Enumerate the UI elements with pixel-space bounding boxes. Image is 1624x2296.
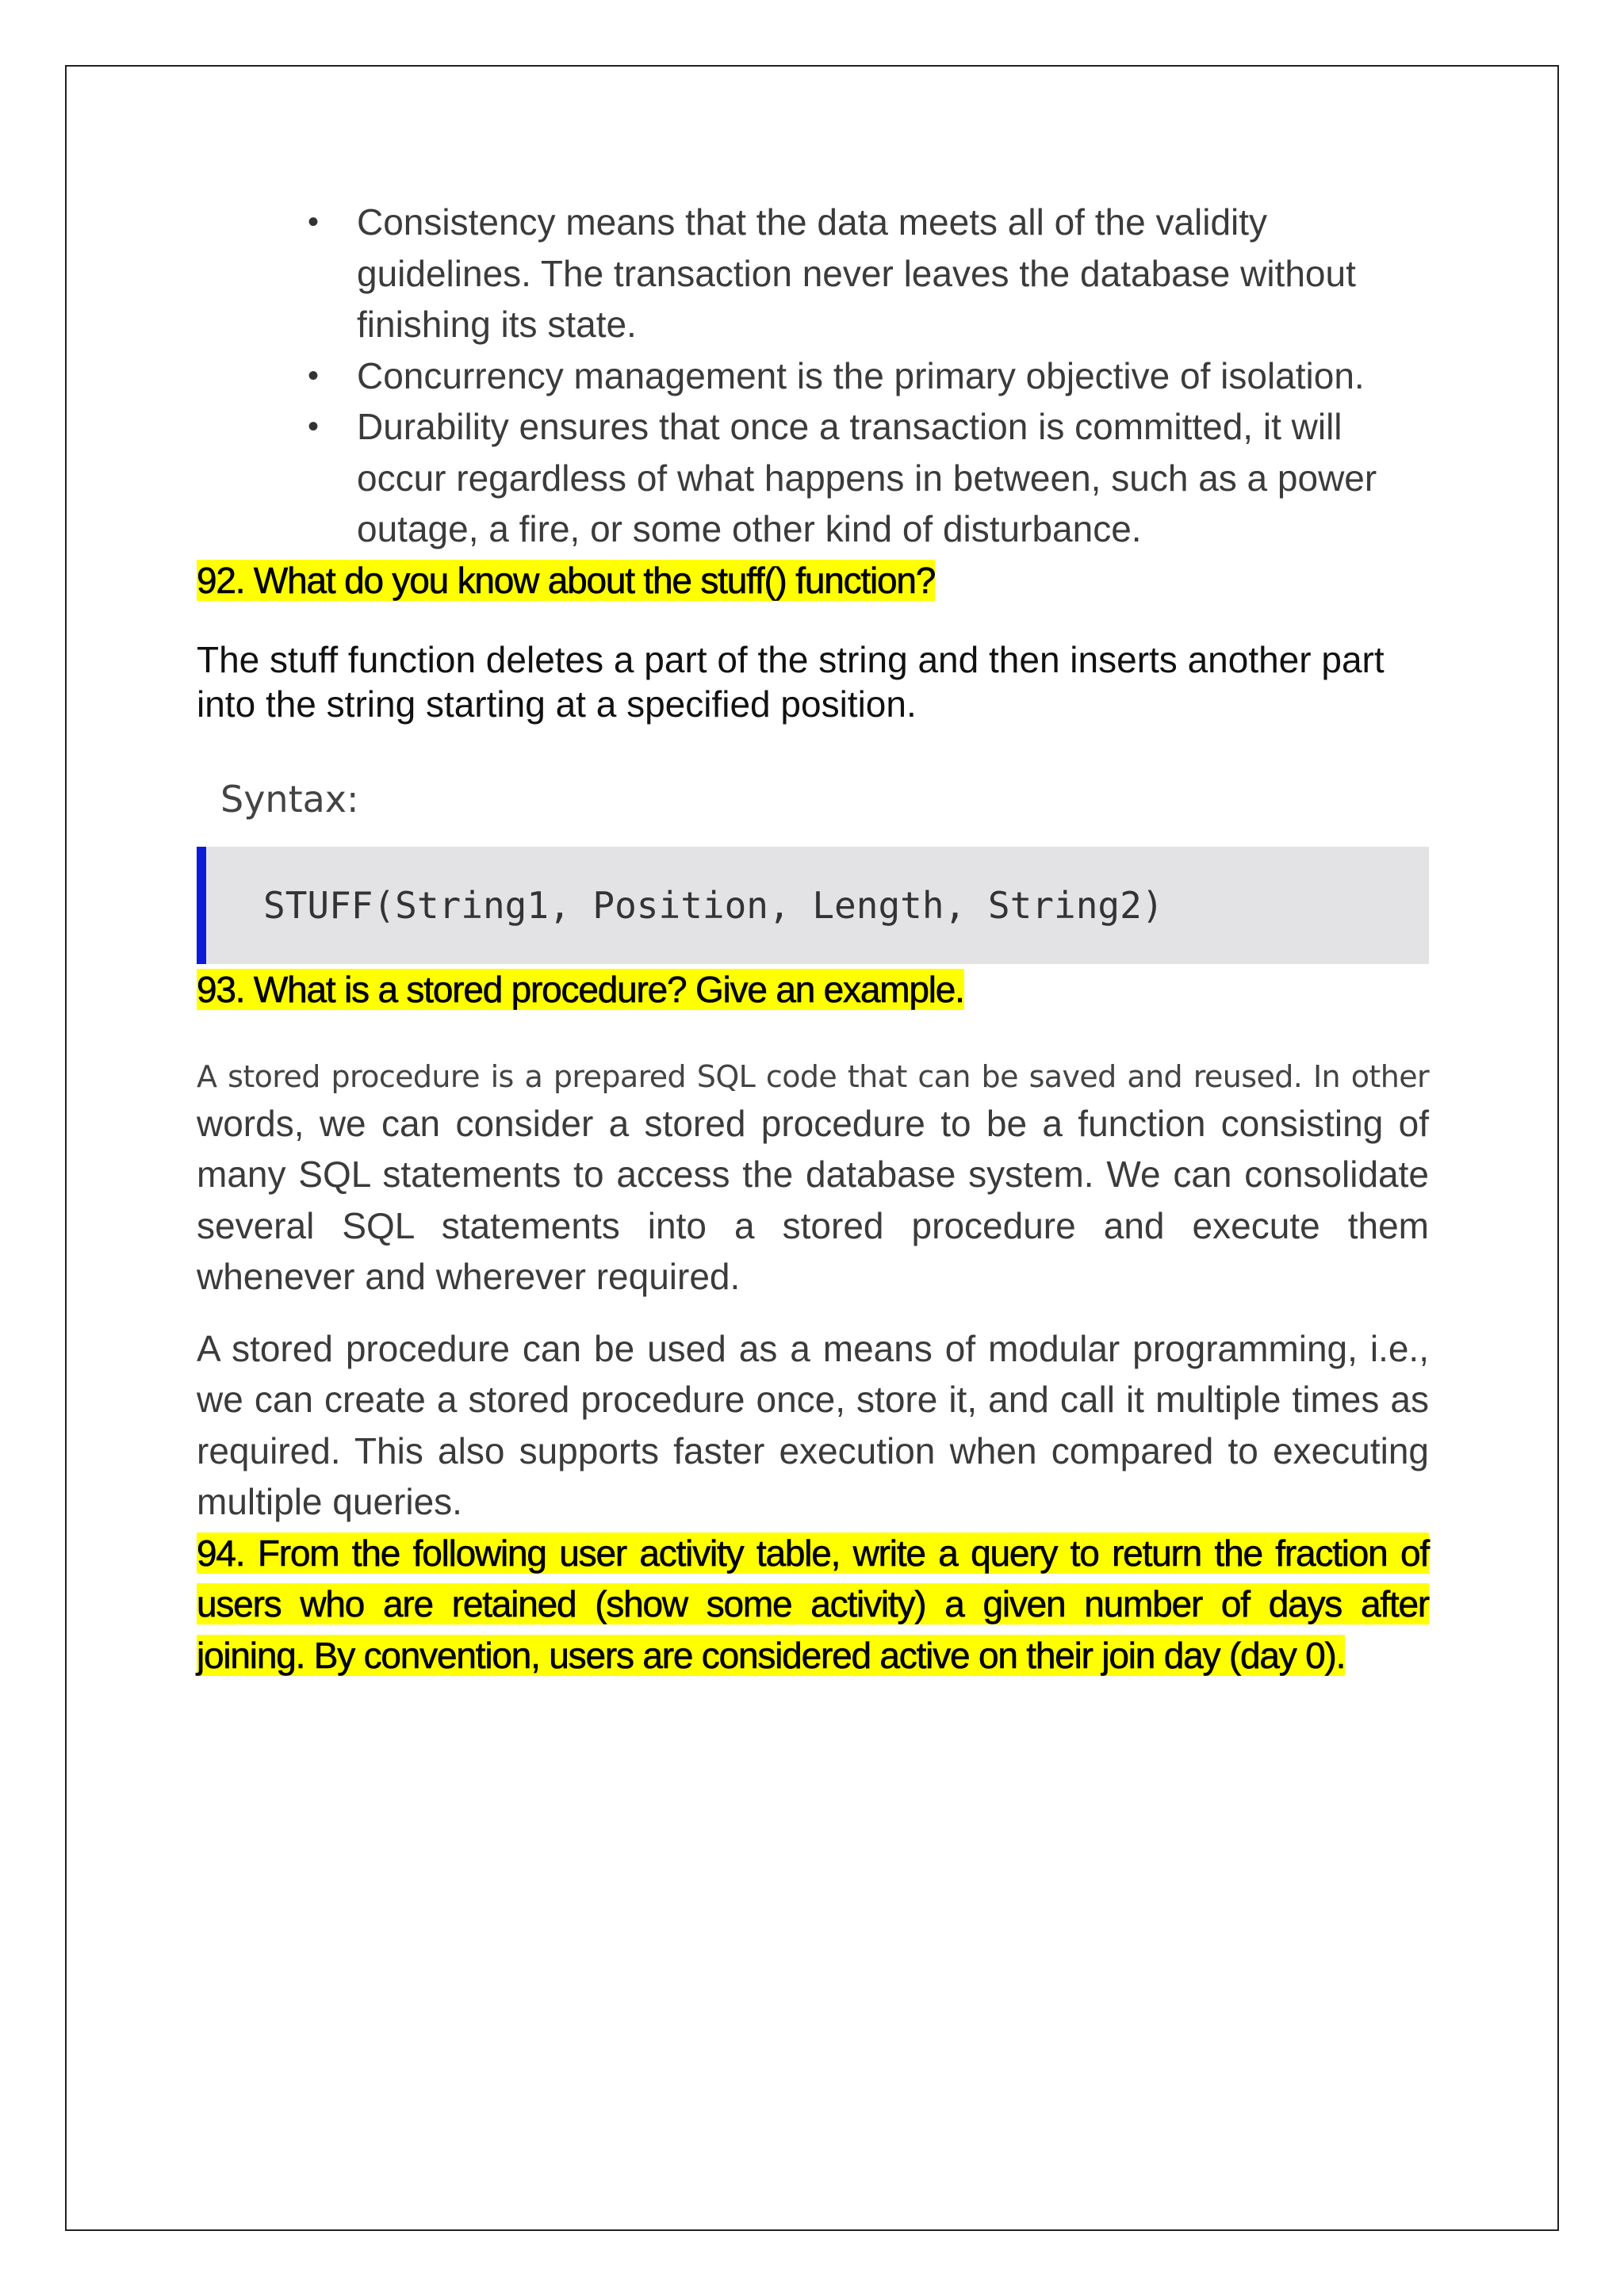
question-94-heading xyxy=(197,1528,1429,1682)
question-93-text: 93. What is a stored procedure? Give an example. xyxy=(197,969,964,1010)
syntax-label: Syntax: xyxy=(220,778,359,821)
code-block xyxy=(197,847,1429,964)
acid-bullet-list xyxy=(197,197,1429,555)
list-item: • Durability ensures that once a transaction is committed, it will occur regardless of what happens in between, such as a power outage, a fire, or some other kind of disturbance. xyxy=(357,401,1429,555)
question-93-heading xyxy=(197,964,1429,1016)
question-93-intro-line: A stored procedure is a prepared SQL code that can be saved and reused. In other xyxy=(197,1058,1429,1094)
list-item: • Concurrency management is the primary objective of isolation. xyxy=(357,350,1429,402)
question-92-answer: The stuff function deletes a part of the string and then inserts another part into the string starting at a specified position. xyxy=(197,639,1385,725)
question-92-heading xyxy=(197,555,1429,607)
question-92-text: 92. What do you know about the stuff() function? xyxy=(197,559,936,601)
question-93-paragraph-2: A stored procedure can be used as a means of modular programming, i.e., we can create a stored procedure once, store it, and call it multiple times as required. This also supports faster execution when compared to executing multiple queries. xyxy=(197,1327,1429,1522)
code-text: STUFF(String1, Position, Length, String2) xyxy=(263,884,1164,927)
list-item: • Consistency means that the data meets all of the validity guidelines. The transaction never leaves the database without finishing its state. xyxy=(357,197,1429,350)
document-content xyxy=(197,197,1429,1681)
question-94-text: 94. From the following user activity table, write a query to return the fraction of users who are retained (show some activity) a given number of days after joining. By convention, users are considered active on their join day (day 0). xyxy=(197,1532,1429,1676)
question-93-paragraph-1: words, we can consider a stored procedure to be a function consisting of many SQL statements to access the database system. We can consolidate several SQL statements into a stored procedure and execute them whenever and wherever required. xyxy=(197,1102,1429,1297)
